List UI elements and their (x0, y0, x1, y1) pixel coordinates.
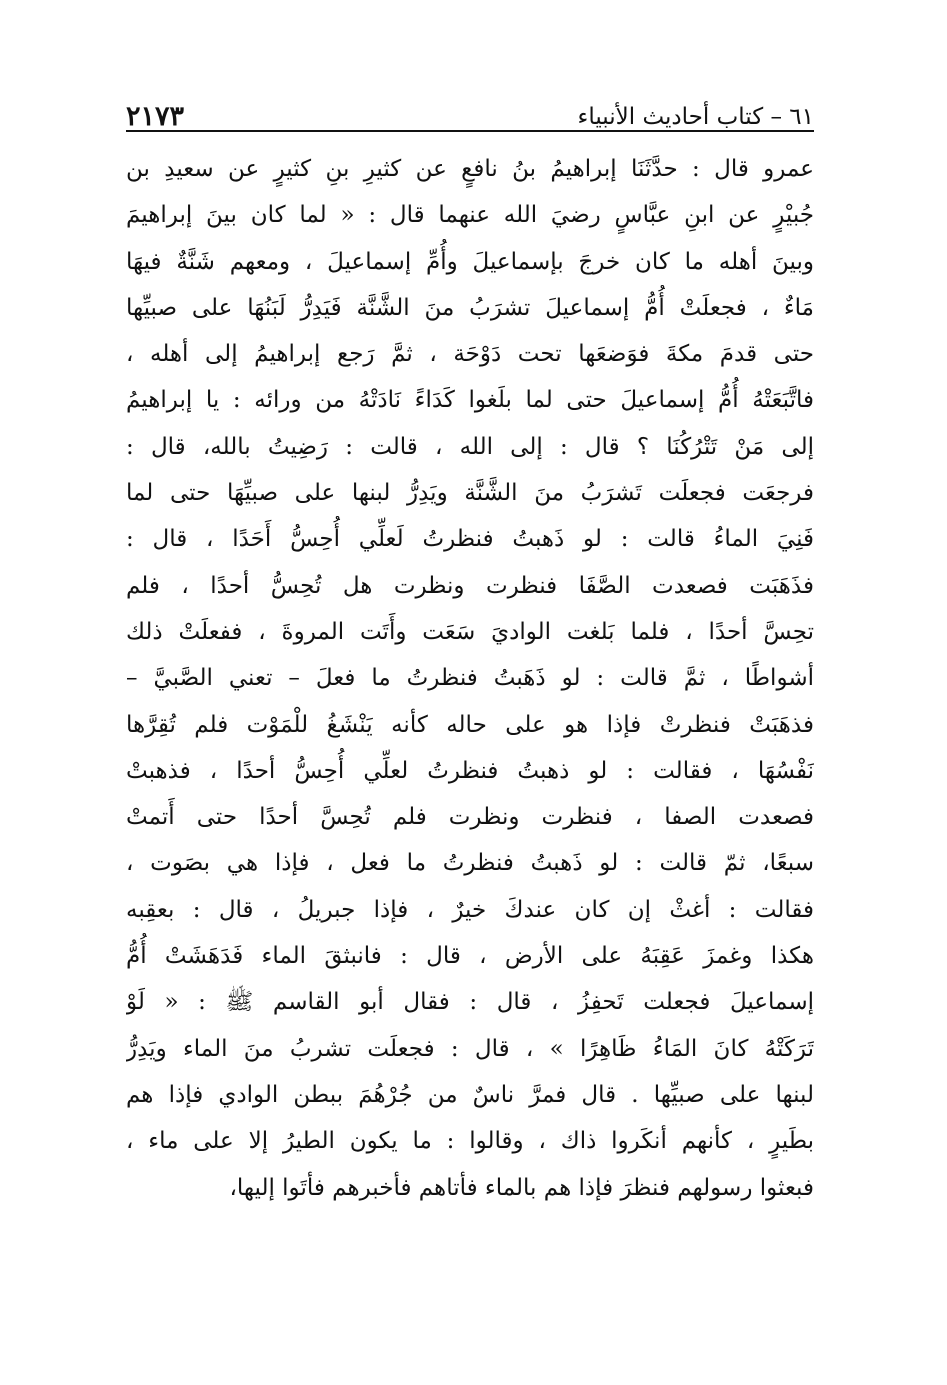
text-line: إسماعيلَ فجعلت تَحفِزُ ، قال : فقال أبو القاسم ﷺ : « لَوْ (126, 989, 814, 1016)
text-line: فصعدت الصفا ، فنظرت ونظرت فلم تُحِسَّ أحدًا حتى أَتمتْ (126, 804, 814, 831)
text-line: فَنِيَ الماءُ قالت : لو ذَهبتُ فنظرتُ لَعلِّي أُحِسُّ أَحَدًا ، قال : (126, 526, 814, 553)
running-title: ٦١ – كتاب أحاديث الأنبياء (577, 104, 814, 130)
text-line: لبنها على صبيِّها . قال فمرَّ ناسٌ من جُرْهُمَ ببطن الوادي فإذا هم (126, 1081, 814, 1108)
text-line: سبعًا، ثمّ قالت : لو ذَهبتُ فنظرتُ ما فعل ، فإذا هي بصَوت ، (126, 850, 814, 877)
text-line: فذهَبَتْ فنظرتْ فإذا هو على حاله كأنه يَنْشَغُ للْمَوْت فلم تُقِرَّها (126, 711, 814, 738)
text-line: فاتَّبَعَتْهُ أُمُّ إسماعيلَ حتى لما بلَغوا كَدَاءً نَادَتْهُ من ورائه : يا إبراهيمُ (126, 387, 814, 414)
text-line: فرجعَت فجعلَت تَشرَبُ منَ الشَّنَّة ويَدِرُّ لبنها على صبيِّهَا حتى لما (126, 480, 814, 507)
text-line: فبعثوا رسولهم فنظرَ فإذا هم بالماء فأتاهم فأخبرهم فأتَوا إليها، (229, 1174, 814, 1201)
text-line: وبينَ أهله ما كان خرجَ بإسماعيلَ وأُمِّ إسماعيلَ ، ومعهم شَنَّةٌ فيهَا (126, 248, 814, 275)
body-text (126, 146, 814, 1211)
text-line: مَاءٌ ، فجعلَتْ أُمُّ إسماعيلَ تشرَبُ منَ الشَّنَّة فَيَدِرُّ لَبَنُهَا على صبيِّها (126, 294, 814, 321)
page-header (126, 92, 814, 132)
text-line: عمرو قال : حدَّثَنَا إبراهيمُ بنُ نافعٍ عن كثيرِ بنِ كثيرٍ عن سعيدِ بن (126, 156, 814, 182)
text-line: أشواطًا ، ثمَّ قالت : لو ذَهَبتُ فنظرتُ ما فعلَ – تعني الصَّبيَّ – (126, 665, 814, 692)
header-rule (126, 130, 814, 132)
text-line: بطَيرٍ ، كأنهم أنكَروا ذاك ، وقالوا : ما يكون الطيرُ إلا على ماء ، (126, 1128, 814, 1155)
text-line: إلى مَنْ تَتْرُكُنَا ؟ قال : إلى الله ، قالت : رَضِيتُ بالله، قال : (126, 433, 814, 460)
text-line: جُبيْرٍ عن ابنِ عبَّاسٍ رضيَ الله عنهما قال : « لما كان بينَ إبراهيمَ (126, 202, 814, 229)
text-line: حتى قدمَ مكةَ فوَضعَها تحت دَوْحَة ، ثمَّ رَجع إبراهيمُ إلى أهله ، (126, 341, 814, 368)
text-line: نَفْسُهَا ، فقالت : لو ذهبتُ فنظرتُ لعلِّي أُحِسُّ أحدًا ، فذهبتْ (126, 757, 814, 784)
text-line: تَرَكَتْهُ كانَ المَاءُ ظَاهِرًا » ، قال : فجعلَت تشربُ منَ الماء ويَدِرُّ (126, 1035, 814, 1062)
text-line: فذَهَبَت فصعدت الصَّفَا فنظرت ونظرت هل تُحِسُّ أحدًا ، فلم (126, 572, 814, 599)
text-line: تحِسَّ أحدًا ، فلما بَلغت الواديَ سَعَت وأَتَت المروةَ ، ففعلَتْ ذلك (126, 618, 814, 645)
page-number: ٢١٧٣ (126, 101, 185, 132)
text-line: فقالت : أغثْ إن كان عندكَ خيرٌ ، فإذا جبريلُ ، قال : بعقِبه (126, 896, 814, 923)
text-line: هكذا وغمزَ عَقِبَهُ على الأرض ، قال : فانبثقَ الماء فَدَهَشَتْ أُمُّ (126, 943, 814, 970)
